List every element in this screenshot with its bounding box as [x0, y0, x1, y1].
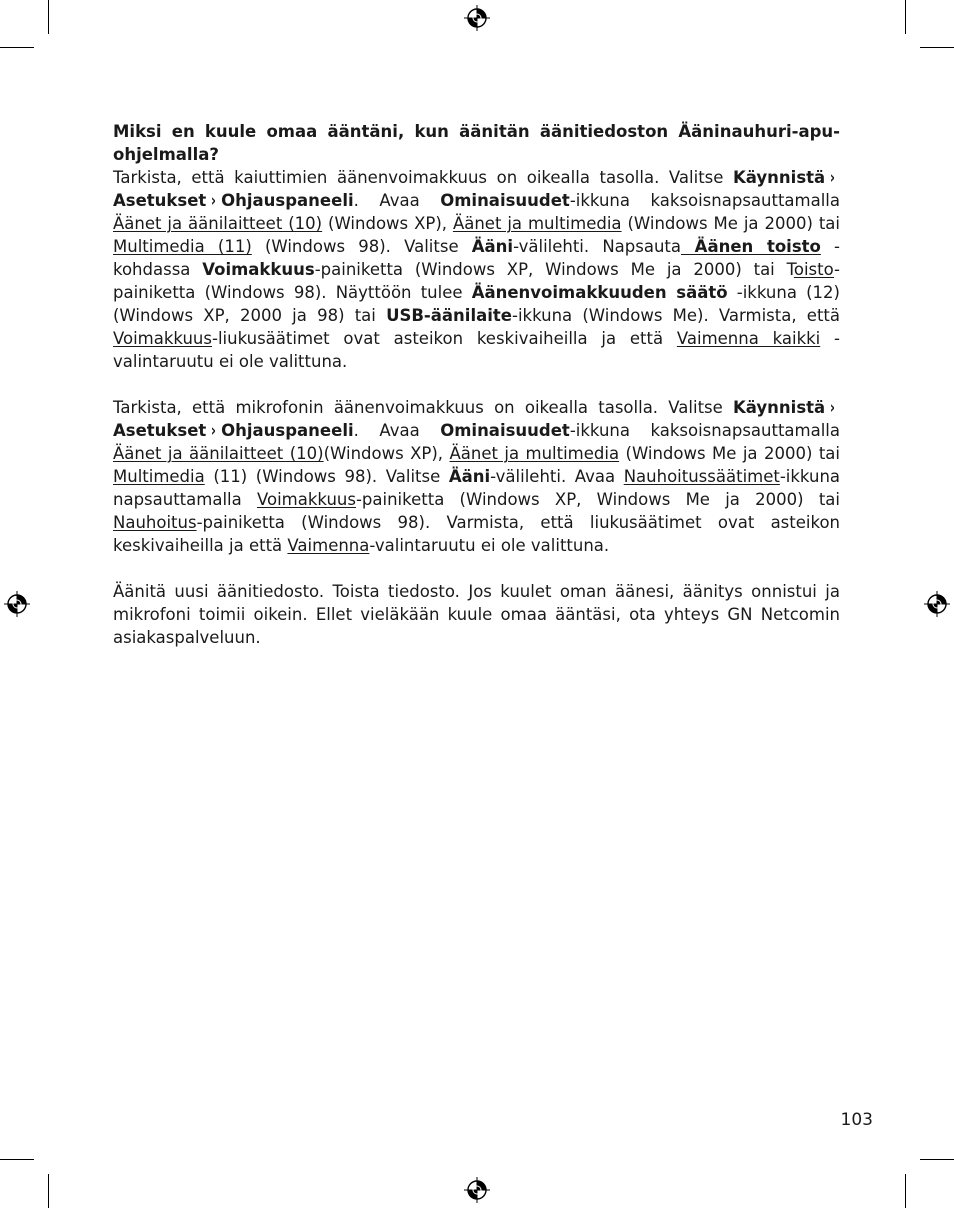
menu-path-control-panel: Ohjauspaneeli	[221, 191, 354, 210]
chevron-right-icon: ›	[211, 191, 217, 210]
volume-control-window: Äänenvoimakkuuden säätö	[471, 283, 728, 302]
properties-window: Ominaisuudet	[440, 191, 570, 210]
registration-mark-icon	[4, 591, 30, 617]
paragraph-speakers: Tarkista, että kaiuttimien äänenvoimakkuus on oikealla tasolla. Valitse Käynnistä ›Asetukset › Ohjauspaneeli. Avaa Ominaisuudet-ikkuna kaksoisnapsauttamalla Äänet ja äänilaitteet (10) (Windows XP), Äänet ja multimedia (Windows Me ja 2000) tai Multimedia (11) (Windows 98). Valitse Ääni-välilehti. Napsauta Äänen toisto -kohdassa Voimakkuus-painiketta (Windows XP, Windows Me ja 2000) tai Toisto-painiketta (Windows 98). Näyttöön tulee Äänenvoimakkuuden säätö -ikkuna (12) (Windows XP, 2000 ja 98) tai USB-äänilaite-ikkuna (Windows Me). Varmista, että Voimakkuus-liukusäätimet ovat asteikon keskivaiheilla ja että Vaimenna kaikki -valintaruutu ei ole valittuna.	[113, 168, 841, 371]
menu-path-start: Käynnistä	[733, 168, 826, 187]
crop-mark-bottom-right-horizontal	[920, 1159, 954, 1160]
audio-tab-label: Ääni	[448, 467, 491, 486]
crop-mark-top-left-vertical	[48, 0, 49, 34]
volume-slider-label: Voimakkuus	[113, 329, 212, 348]
crop-mark-bottom-left-horizontal	[0, 1159, 34, 1160]
volume-button-label: Voimakkuus	[256, 490, 356, 509]
chevron-right-icon: ›	[830, 398, 836, 417]
sounds-multimedia-label: Äänet ja multimedia	[452, 214, 622, 233]
sounds-devices-label: Äänet ja äänilaitteet (10)	[113, 214, 323, 233]
playback-label: oisto	[793, 260, 835, 279]
recording-controls-label: Nauhoitussäätimet	[623, 467, 780, 486]
registration-mark-icon	[924, 591, 950, 617]
menu-path-settings: Asetukset	[113, 421, 207, 440]
crop-mark-top-left-horizontal	[0, 47, 34, 48]
crop-mark-top-right-horizontal	[920, 47, 954, 48]
usb-audio-device-window: USB-äänilaite	[386, 306, 512, 325]
menu-path-settings: Asetukset	[113, 191, 207, 210]
crop-mark-top-right-vertical	[905, 0, 906, 34]
page-number: 103	[840, 1110, 873, 1130]
paragraph-test-recording: Äänitä uusi äänitiedosto. Toista tiedosto. Jos kuulet oman äänesi, äänitys onnistui ja mikrofoni toimii oikein. Ellet vieläkään kuule omaa ääntäsi, ota yhteys GN Netcomin asiakaspalveluun.	[113, 582, 840, 647]
chevron-right-icon: ›	[211, 421, 217, 440]
registration-mark-icon	[464, 5, 490, 31]
audio-tab-label: Ääni	[471, 237, 514, 256]
crop-mark-bottom-right-vertical	[905, 1174, 906, 1208]
menu-path-control-panel: Ohjauspaneeli	[221, 421, 354, 440]
volume-button-label: Voimakkuus	[202, 260, 315, 279]
chevron-right-icon: ›	[830, 168, 836, 187]
mute-label: Vaimenna	[287, 536, 370, 555]
sounds-devices-label: Äänet ja äänilaitteet (10)	[113, 444, 324, 463]
multimedia-label: Multimedia (11)	[113, 237, 252, 256]
sounds-multimedia-label: Äänet ja multimedia	[449, 444, 620, 463]
recording-button-label: Nauhoitus	[113, 513, 197, 532]
crop-mark-bottom-left-vertical	[48, 1174, 49, 1208]
section-heading: Miksi en kuule omaa ääntäni, kun äänitän äänitiedoston Ääninauhuri-apu-ohjelmalla?	[113, 122, 840, 164]
mute-all-label: Vaimenna kaikki	[676, 329, 821, 348]
menu-path-start: Käynnistä	[733, 398, 826, 417]
page-content	[113, 120, 840, 672]
multimedia-label: Multimedia	[113, 467, 205, 486]
paragraph-microphone: Tarkista, että mikrofonin äänenvoimakkuus on oikealla tasolla. Valitse Käynnistä ›Asetukset › Ohjauspaneeli. Avaa Ominaisuudet-ikkuna kaksoisnapsauttamalla Äänet ja äänilaitteet (10)(Windows XP), Äänet ja multimedia (Windows Me ja 2000) tai Multimedia (11) (Windows 98). Valitse Ääni-välilehti. Avaa Nauhoitussäätimet-ikkuna napsauttamalla Voimakkuus-painiketta (Windows XP, Windows Me ja 2000) tai Nauhoitus-painiketta (Windows 98). Varmista, että liukusäätimet ovat asteikon keskivaiheilla ja että Vaimenna-valintaruutu ei ole valittuna.	[113, 398, 841, 555]
registration-mark-icon	[464, 1177, 490, 1203]
properties-window: Ominaisuudet	[440, 421, 570, 440]
sound-playback-label: Äänen toisto	[681, 237, 821, 256]
